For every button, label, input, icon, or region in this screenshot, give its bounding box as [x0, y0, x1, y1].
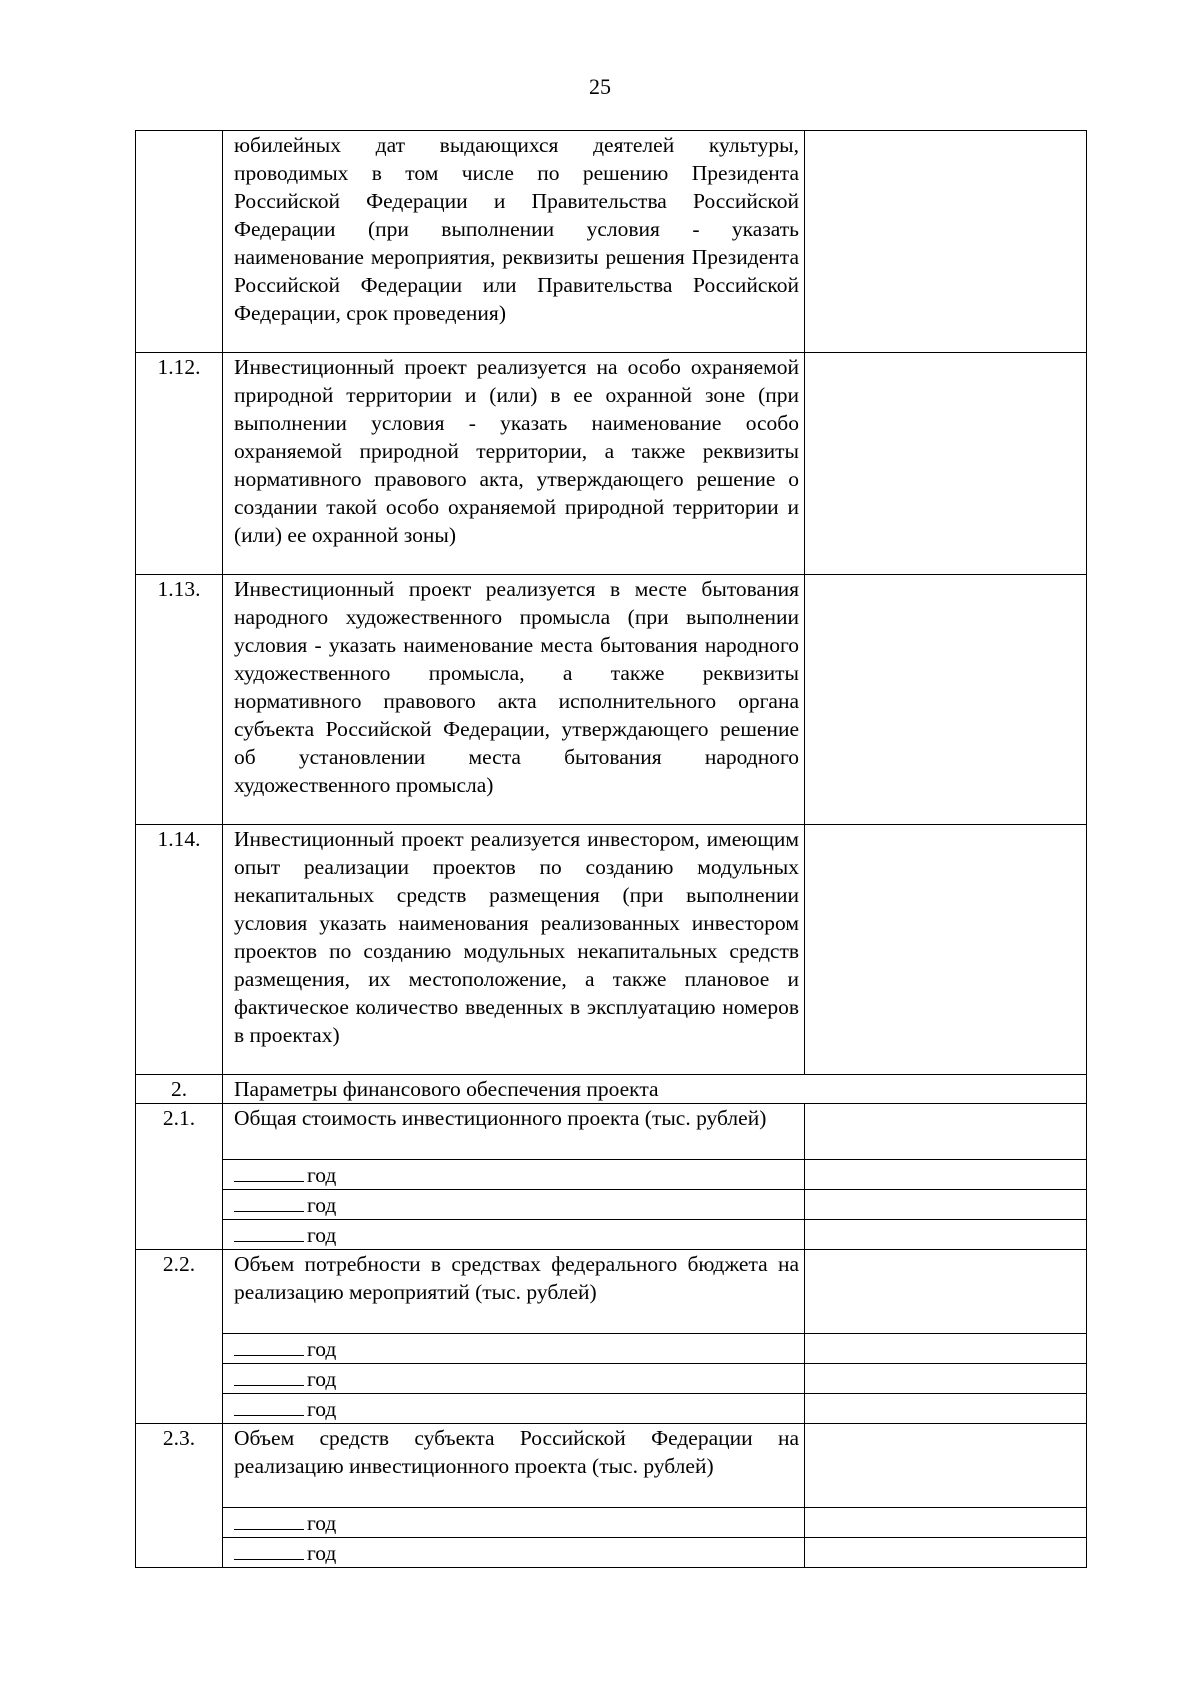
year-row: [136, 1364, 1087, 1394]
table-row: [136, 575, 1087, 825]
year-row: [136, 1334, 1087, 1364]
row-number: 1.14.: [136, 825, 223, 1075]
value-cell[interactable]: [805, 1394, 1087, 1424]
value-cell[interactable]: [805, 1250, 1087, 1334]
table-row: [136, 353, 1087, 575]
row-number: [136, 131, 223, 353]
table-row: [136, 1424, 1087, 1508]
value-cell[interactable]: [805, 1424, 1087, 1508]
year-row: [136, 1220, 1087, 1250]
year-row: [136, 1160, 1087, 1190]
value-cell[interactable]: [805, 1364, 1087, 1394]
section-title: Параметры финансового обеспечения проекта: [223, 1075, 1087, 1104]
year-row: [136, 1538, 1087, 1568]
value-cell[interactable]: [805, 1538, 1087, 1568]
row-description: Объем потребности в средствах федерального бюджета на реализацию мероприятий (тыс. рублей): [223, 1250, 805, 1334]
year-row: [136, 1190, 1087, 1220]
value-cell[interactable]: [805, 825, 1087, 1075]
row-description: Общая стоимость инвестиционного проекта (тыс. рублей): [223, 1104, 805, 1160]
year-label-cell: год: [223, 1160, 805, 1190]
value-cell[interactable]: [805, 1190, 1087, 1220]
value-cell[interactable]: [805, 575, 1087, 825]
row-description: Инвестиционный проект реализуется в месте бытования народного художественного промысла (при выполнении условия - указать наименование места бытования народного художественного промысла, а также реквизиты нормативного правового акта исполнительного органа субъекта Российской Федерации, утверждающего решение об установлении места бытования народного художественного промысла): [223, 575, 805, 825]
year-blank[interactable]: [234, 1364, 304, 1386]
year-blank[interactable]: [234, 1160, 304, 1182]
year-blank[interactable]: [234, 1190, 304, 1212]
year-label-cell: год: [223, 1190, 805, 1220]
row-description: Инвестиционный проект реализуется на особо охраняемой природной территории и (или) в ее охранной зоне (при выполнении условия - указать наименование особо охраняемой природной территории, а также реквизиты нормативного правового акта, утверждающего решение о создании такой особо охраняемой природной территории и (или) ее охранной зоны): [223, 353, 805, 575]
table-row: [136, 1104, 1087, 1160]
year-blank[interactable]: [234, 1394, 304, 1416]
row-number: 2.3.: [136, 1424, 223, 1568]
value-cell[interactable]: [805, 1334, 1087, 1364]
year-label-cell: год: [223, 1364, 805, 1394]
section-header-row: [136, 1075, 1087, 1104]
year-row: [136, 1508, 1087, 1538]
value-cell[interactable]: [805, 1160, 1087, 1190]
year-blank[interactable]: [234, 1220, 304, 1242]
row-number: 1.13.: [136, 575, 223, 825]
row-description: Объем средств субъекта Российской Федерации на реализацию инвестиционного проекта (тыс. рублей): [223, 1424, 805, 1508]
form-table: [135, 130, 1087, 1568]
value-cell[interactable]: [805, 1104, 1087, 1160]
row-description: юбилейных дат выдающихся деятелей культуры, проводимых в том числе по решению Президента Российской Федерации и Правительства Российской Федерации (при выполнении условия - указать наименование мероприятия, реквизиты решения Президента Российской Федерации или Правительства Российской Федерации, срок проведения): [223, 131, 805, 353]
page-number: 25: [589, 74, 611, 99]
year-label-cell: год: [223, 1334, 805, 1364]
table-row: [136, 131, 1087, 353]
year-row: [136, 1394, 1087, 1424]
row-number: 2.1.: [136, 1104, 223, 1250]
value-cell[interactable]: [805, 131, 1087, 353]
year-label-cell: год: [223, 1220, 805, 1250]
table-row: [136, 825, 1087, 1075]
row-description: Инвестиционный проект реализуется инвестором, имеющим опыт реализации проектов по созданию модульных некапитальных средств размещения (при выполнении условия указать наименования реализованных инвестором проектов по созданию модульных некапитальных средств размещения, их местоположение, а также плановое и фактическое количество введенных в эксплуатацию номеров в проектах): [223, 825, 805, 1075]
row-number: 1.12.: [136, 353, 223, 575]
year-blank[interactable]: [234, 1508, 304, 1530]
section-number: 2.: [136, 1075, 223, 1104]
year-label-cell: год: [223, 1538, 805, 1568]
row-number: 2.2.: [136, 1250, 223, 1424]
year-label-cell: год: [223, 1394, 805, 1424]
year-blank[interactable]: [234, 1538, 304, 1560]
value-cell[interactable]: [805, 353, 1087, 575]
value-cell[interactable]: [805, 1508, 1087, 1538]
value-cell[interactable]: [805, 1220, 1087, 1250]
year-label-cell: год: [223, 1508, 805, 1538]
year-blank[interactable]: [234, 1334, 304, 1356]
table-row: [136, 1250, 1087, 1334]
